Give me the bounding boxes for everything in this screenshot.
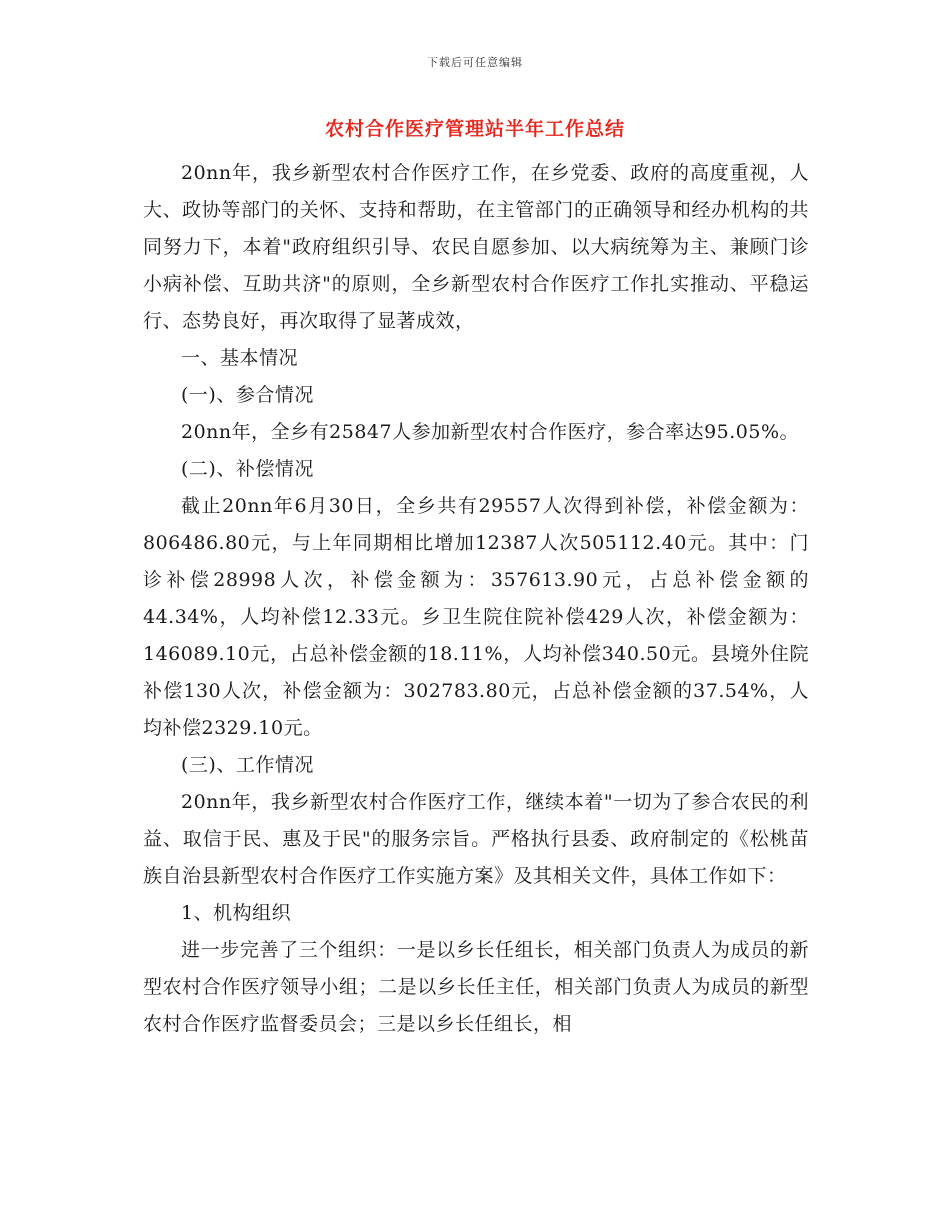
subheading-compensation: (二)、补偿情况	[181, 458, 314, 480]
heading-basic-situation: 一、基本情况	[181, 347, 299, 369]
paragraph-intro: 20nn年，我乡新型农村合作医疗工作，在乡党委、政府的高度重视，人大、政协等部门的关怀、支持和帮助，在主管部门的正确领导和经办机构的共同努力下，本着"政府组织引导、农民自愿参加、以大病统筹为主、兼顾门诊小病补偿、互助共济"的原则，全乡新型农村合作医疗工作扎实推动、平稳运行、态势良好，再次取得了显著成效，	[143, 162, 809, 332]
paragraph-organization: 进一步完善了三个组织：一是以乡长任组长，相关部门负责人为成员的新型农村合作医疗领导小组；二是以乡长任主任，相关部门负责人为成员的新型农村合作医疗监督委员会；三是以乡长任组长，相	[143, 939, 809, 1035]
subheading-work: (三)、工作情况	[181, 754, 314, 776]
paragraph-compensation: 截止20nn年6月30日，全乡共有29557人次得到补偿，补偿金额为：806486.80元，与上年同期相比增加12387人次505112.40元。其中：门诊补偿28998人次，补偿金额为：357613.90元，占总补偿金额的44.34%，人均补偿12.33元。乡卫生院住院补偿429人次，补偿金额为：146089.10元，占总补偿金额的18.11%，人均补偿340.50元。县境外住院补偿130人次，补偿金额为：302783.80元，占总补偿金额的37.54%，人均补偿2329.10元。	[143, 495, 809, 739]
paragraph-participation: 20nn年，全乡有25847人参加新型农村合作医疗，参合率达95.05%。	[181, 421, 800, 443]
subheading-organization: 1、机构组织	[181, 902, 292, 924]
header-note: 下载后可任意编辑	[427, 56, 523, 69]
paragraph-work: 20nn年，我乡新型农村合作医疗工作，继续本着"一切为了参合农民的利益、取信于民、惠及于民"的服务宗旨。严格执行县委、政府制定的《松桃苗族自治县新型农村合作医疗工作实施方案》及其相关文件，具体工作如下：	[143, 791, 809, 887]
document-title: 农村合作医疗管理站半年工作总结	[324, 118, 625, 140]
subheading-participation: (一)、参合情况	[181, 384, 314, 406]
document-body	[143, 155, 809, 1043]
